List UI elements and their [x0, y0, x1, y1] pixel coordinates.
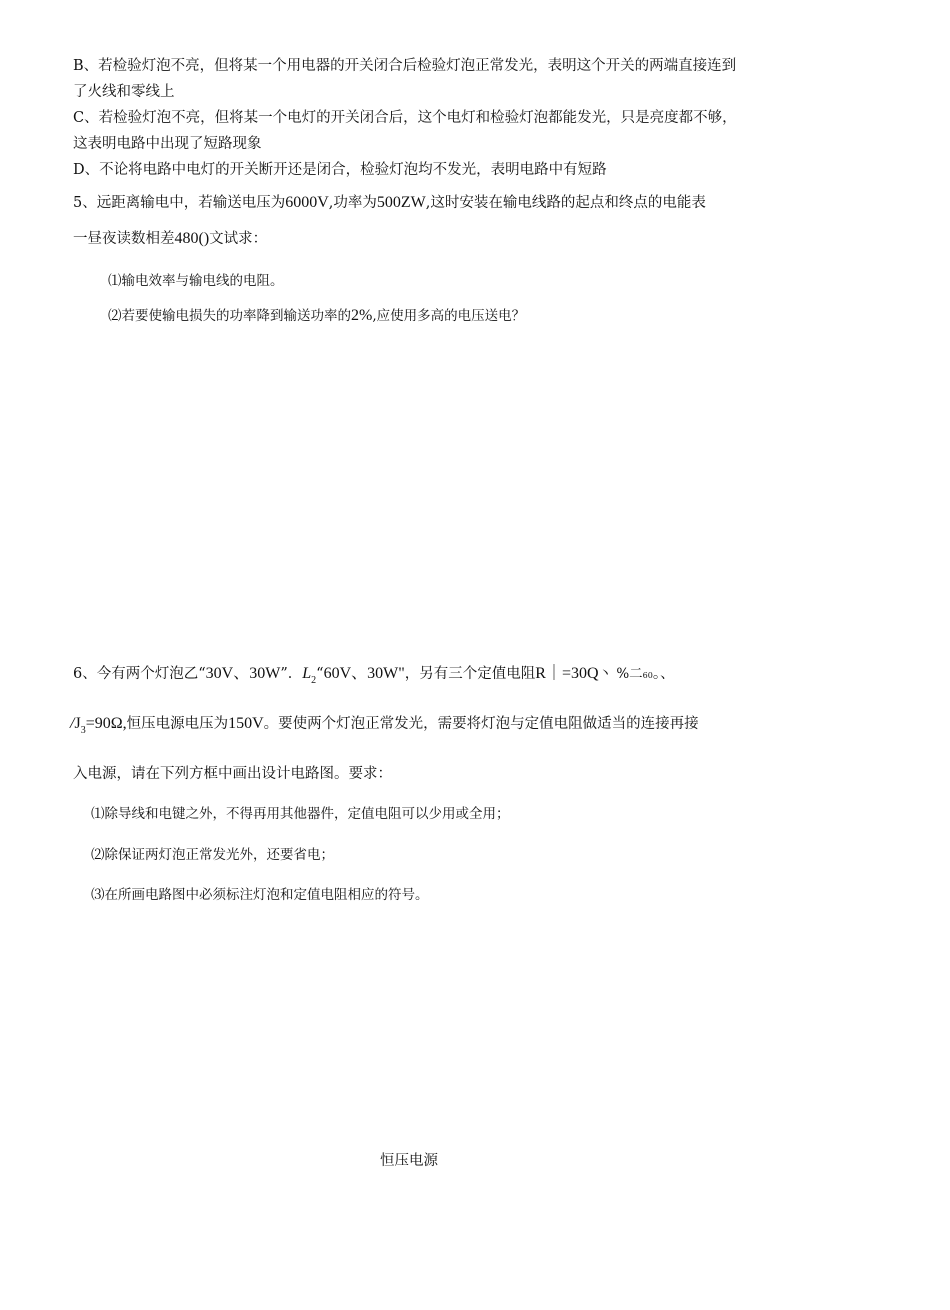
q6-supply-voltage: 150V [228, 715, 264, 732]
q6-resistor-r3-letter: J [74, 715, 81, 732]
q5-line1-text-c: ,这时安装在输电线路的起点和终点的电能表 [425, 195, 706, 211]
q6-line2-slash: / [70, 715, 75, 732]
q6-requirement-1: ⑴除导线和电键之外，不得再用其他器件，定值电阻可以少用或全用； [91, 806, 510, 822]
q6-line3: 入电源，请在下列方框中画出设计电路图。要求： [73, 766, 392, 782]
q6-resistor-r3-subscript: 3 [80, 725, 86, 736]
q6-line1-text-e: 丶 %二 [598, 666, 643, 682]
q4-option-d: D、不论将电路中电灯的开关断开还是闭合，检验灯泡均不发光，表明电路中有短路 [73, 162, 607, 178]
q6-line1 [73, 664, 675, 686]
q6-requirement-2: ⑵除保证两灯泡正常发光外，还要省电； [91, 847, 334, 863]
q6-requirement-3: ⑶在所画电路图中必须标注灯泡和定值电阻相应的符号。 [91, 887, 429, 903]
q6-line2 [70, 714, 699, 736]
q5-line1-text-b: ,功率为 [328, 195, 377, 211]
q4-option-c-line1: C、若检验灯泡不亮，但将某一个电灯的开关闭合后，这个电灯和检验灯泡都能发光，只是亮度都不够， [73, 110, 737, 126]
q5-sub2-text-a: ⑵若要使输电损失的功率降到输送功率的 [108, 308, 351, 324]
q6-line1-text-f: 。、 [652, 666, 675, 682]
q6-line1-text-a: 6、今有两个灯泡乙“ [73, 666, 206, 682]
q5-loss-percent: 2% [351, 307, 373, 324]
q6-line2-text-b: 。要使两个灯泡正常发光，需要将灯泡与定值电阻做适当的连接再接 [263, 716, 699, 732]
q6-lamp2-symbol: L [302, 665, 312, 682]
q5-line2-text-b: 文试求： [209, 231, 268, 247]
q5-line2-text-a: 一昼夜读数相差 [73, 231, 175, 247]
q6-resistor-r3-value: =90Ω, [85, 715, 127, 732]
q6-line1-text-d: ，另有三个定值电阻 [404, 666, 536, 682]
q6-lamp2-rating: 60V、30W" [323, 665, 405, 682]
q5-subquestion-1: ⑴输电效率与输电线的电阻。 [108, 273, 284, 289]
q5-voltage: 6000V [285, 194, 329, 211]
q6-line1-text-c: “ [316, 666, 324, 682]
power-supply-label: 恒压电源 [380, 1153, 438, 1169]
q6-lamp2-subscript: 2 [311, 675, 317, 686]
q4-option-b-line1: B、若检验灯泡不亮，但将某一个用电器的开关闭合后检验灯泡正常发光，表明这个开关的两端直接连到 [73, 58, 737, 74]
q5-subquestion-2 [108, 306, 525, 326]
q6-resistor-r1: R｜=30Q [535, 665, 599, 682]
q4-option-b-line2: 了火线和零线上 [73, 84, 175, 100]
q5-reading-diff: 480() [174, 230, 210, 247]
q6-line2-text-a: 恒压电源电压为 [126, 716, 229, 732]
q5-line1-text-a: 5、远距离输电中，若输送电压为 [73, 195, 286, 211]
q6-line1-tiny: 60 [642, 671, 653, 680]
q5-line1 [73, 193, 706, 213]
q4-option-c-line2: 这表明电路中出现了短路现象 [73, 136, 262, 152]
q6-line1-text-b: ”． [280, 666, 303, 682]
q5-line2 [73, 229, 267, 249]
q5-sub2-text-b: ,应使用多高的电压送电？ [372, 308, 526, 324]
q5-power: 500ZW [376, 194, 426, 211]
q6-lamp1-rating: 30V、30W [205, 665, 281, 682]
